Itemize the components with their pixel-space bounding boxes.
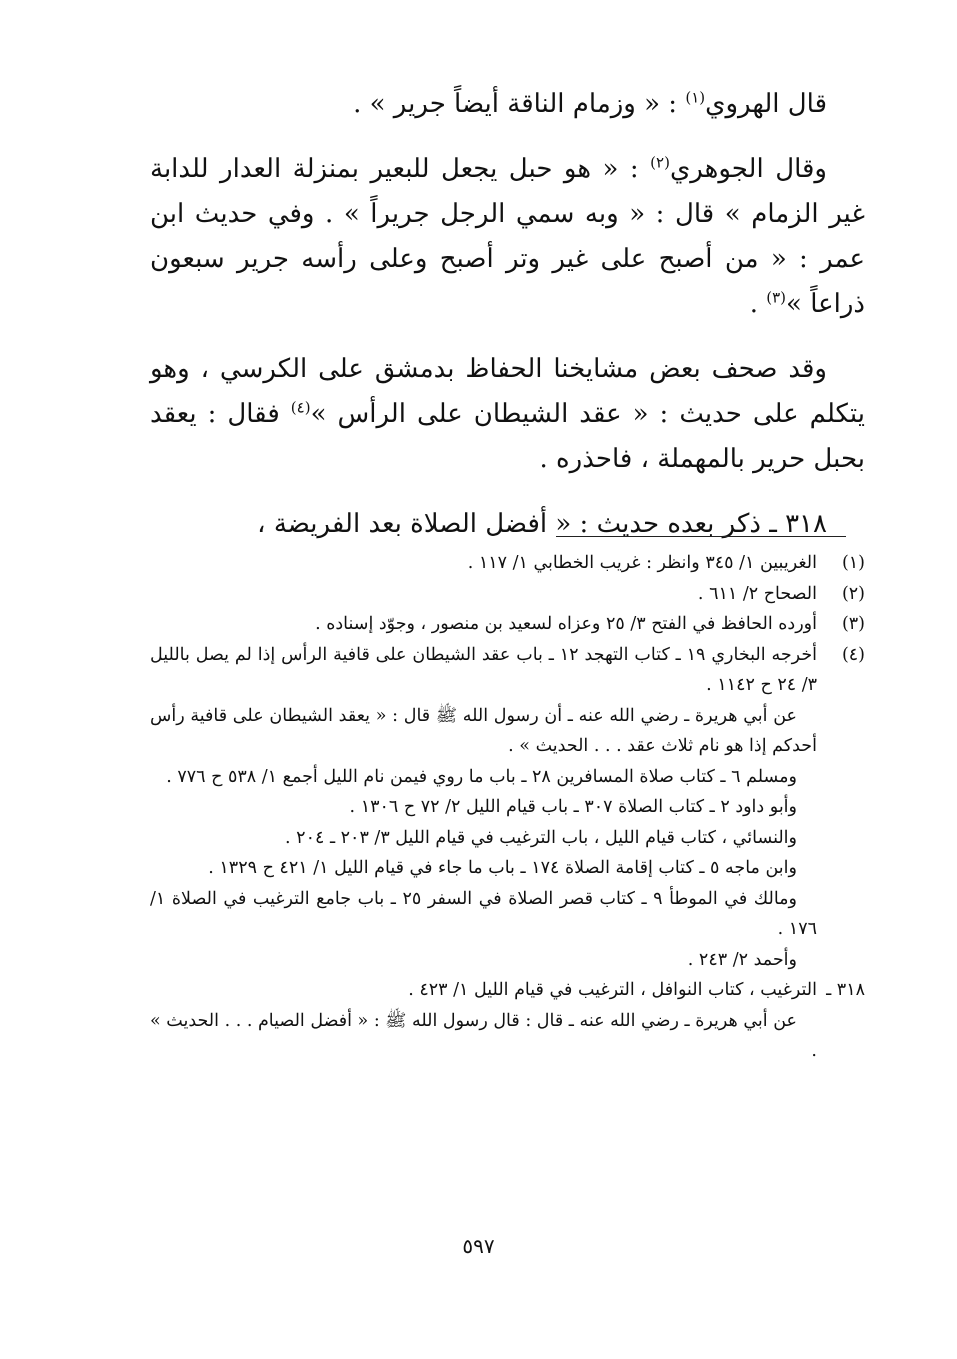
paragraph-harawi: قال الهروي$^{(١)}$ : « وزمام الناقة أيضاً جرير » . [353, 88, 827, 119]
footnote-number: (٣) [841, 614, 865, 634]
footnote-ref-2: (٢) [650, 153, 670, 172]
footnote-ref-1: (١) [685, 88, 706, 107]
paragraph-tashif: وقد صحف بعض مشايخنا الحفاظ بدمشق على الكرسي ، وهو يتكلم على حديث : « عقد الشيطان على الرأس »$^{(٤)}$ فقال : يعقد بحبل حرير بالمهملة ، فاحذره . [150, 354, 865, 474]
footnote-text: عن أبي هريرة ـ رضي الله عنه ـ قال : قال رسول الله ﷺ : « أفضل الصيام . . . الحديث » . [150, 1010, 817, 1061]
footnote-1 [150, 548, 865, 579]
paragraph-jawhari: وقال الجوهري$^{(٢)}$ : « هو حبل يجعل للبعير بمنزلة العدار للدابة غير الزمام » قال : « وبه سمي الرجل جريراً » . وفي حديث ابن عمر : « من أصبح على غير وتر أصبح وعلى رأسه جرير سبعون ذراعاً »$^{(٣)}$ . [150, 153, 865, 319]
footnote-text: والنسائي ، كتاب قيام الليل ، باب الترغيب في قيام الليل ٣/ ٢٠٣ ـ ٢٠٤ . [285, 827, 797, 848]
footnote-ref-3: (٣) [766, 288, 787, 307]
footnote-text: وابن ماجه ٥ ـ كتاب إقامة الصلاة ١٧٤ ـ باب ما جاء في قيام الليل ١/ ٤٢١ ح ١٣٢٩ . [208, 858, 797, 878]
paragraph-318: ٣١٨ ـ ذكر بعده حديث : « أفضل الصلاة بعد الفريضة ، [257, 509, 827, 539]
footnote-number: ٣١٨ ـ [826, 980, 865, 1000]
footnote-text: وأحمد ٢/ ٢٤٣ . [687, 949, 797, 970]
footnote-text: وأبو داود ٢ ـ كتاب الصلاة ٣٠٧ ـ باب قيام الليل ٢/ ٧٢ ح ١٣٠٦ . [349, 797, 797, 817]
footnote-text: الغريبين ١/ ٣٤٥ وانظر : غريب الخطابي ١/ ١١٧ . [467, 553, 817, 573]
footnote-text: عن أبي هريرة ـ رضي الله عنه ـ أن رسول الله ﷺ قال : « يعقد الشيطان على قافية رأس أحدكم إذا هو نام ثلاث عقد . . . الحديث » . [150, 705, 817, 756]
footnote-text: الترغيب ، كتاب النوافل ، الترغيب في قيام الليل ١/ ٤٢٣ . [408, 980, 817, 1000]
footnote-number: (٤) [841, 644, 865, 665]
footnotes [150, 548, 865, 1067]
footnote-4 [150, 640, 865, 976]
footnote-number: (١) [841, 553, 865, 573]
footnote-text: أورده الحافظ في الفتح ٣/ ٢٥ وعزاه لسعيد بن منصور ، وجوّد إسناده . [315, 614, 817, 634]
main-text [150, 82, 865, 567]
page-number: ٥٩٧ [462, 1234, 495, 1258]
footnote-2 [150, 579, 865, 610]
footnote-separator [556, 536, 846, 537]
footnote-ref-4: (٤) [290, 398, 311, 417]
footnote-text: ومالك في الموطأ ٩ ـ كتاب قصر الصلاة في السفر ٢٥ ـ باب جامع الترغيب في الصلاة ١/ ١٧٦ . [150, 888, 817, 939]
footnote-3 [150, 609, 865, 640]
footnote-text: ومسلم ٦ ـ كتاب صلاة المسافرين ٢٨ ـ باب ما روي فيمن نام الليل أجمع ١/ ٥٣٨ ح ٧٧٦ . [166, 766, 797, 787]
footnote-number: (٢) [841, 583, 865, 604]
footnote-318 [150, 975, 865, 1067]
footnote-text: أخرجه البخاري ١٩ ـ كتاب التهجد ١٢ ـ باب عقد الشيطان على قافية الرأس إذا لم يصل بالليل ٣/ ٢٤ ح ١١٤٢ . [150, 644, 817, 695]
footnote-text: الصحاح ٢/ ٦١١ . [697, 583, 817, 604]
